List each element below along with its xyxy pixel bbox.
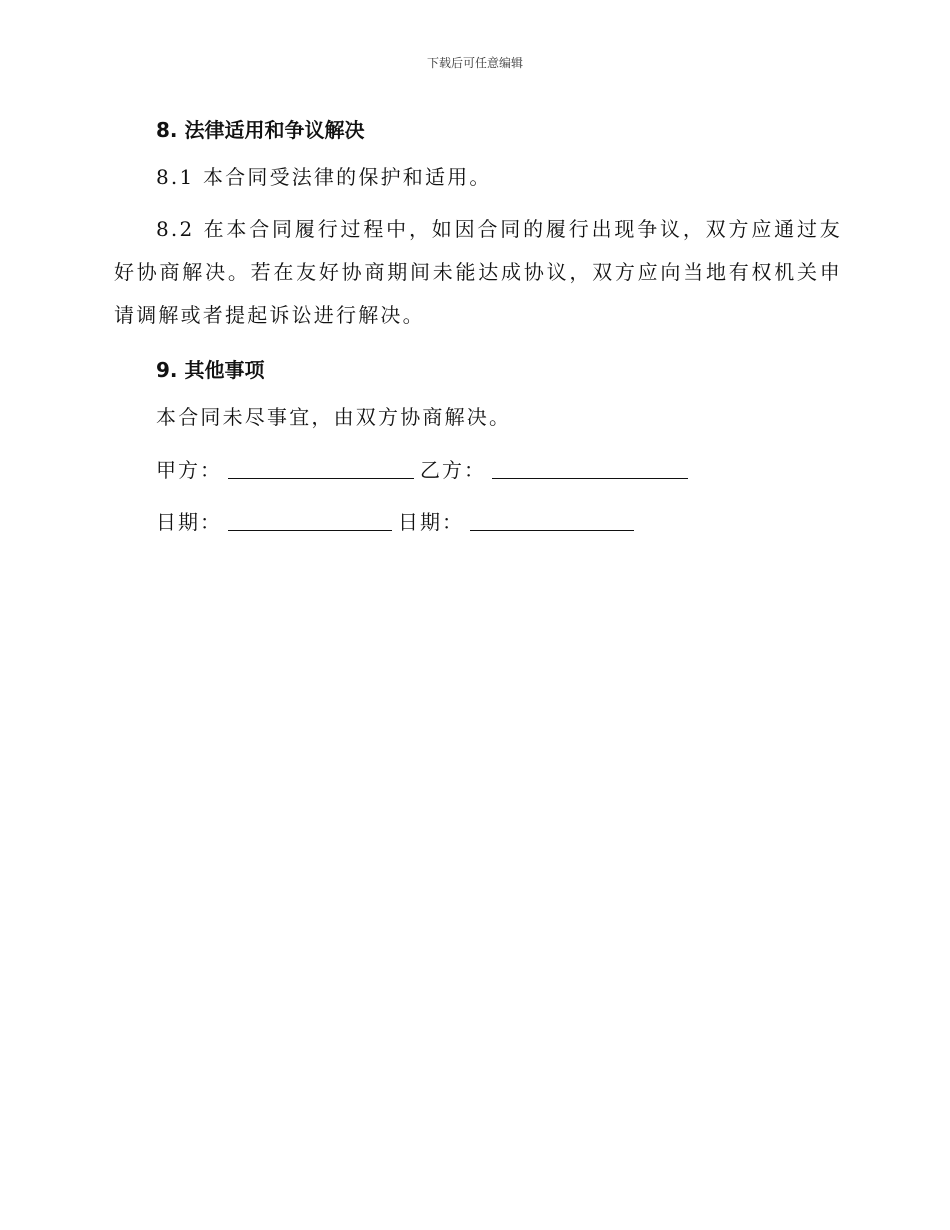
party-a-label: 甲方：: [156, 458, 222, 482]
date-b-label: 日期：: [398, 510, 464, 534]
section-8-heading: 8. 法律适用和争议解决: [156, 118, 365, 142]
party-a-signature-line[interactable]: [228, 458, 414, 479]
party-b-signature-line[interactable]: [492, 458, 688, 479]
clause-8-2: 8.2 在本合同履行过程中，如因合同的履行出现争议，双方应通过友好协商解决。若在友好协商期间未能达成协议，双方应向当地有权机关申请调解或者提起诉讼进行解决。: [114, 217, 842, 327]
date-a-label: 日期：: [156, 510, 222, 534]
signature-row-dates: [156, 506, 640, 535]
section-9-text: 本合同未尽事宜，由双方协商解决。: [156, 405, 512, 429]
section-9-heading: 9. 其他事项: [156, 358, 265, 382]
date-a-line[interactable]: [228, 510, 392, 531]
page-header-note: 下载后可任意编辑: [426, 56, 523, 70]
date-b-line[interactable]: [470, 510, 634, 531]
clause-8-1: 8.1 本合同受法律的保护和适用。: [156, 165, 492, 189]
signature-row-parties: [156, 454, 694, 483]
party-b-label: 乙方：: [420, 458, 486, 482]
